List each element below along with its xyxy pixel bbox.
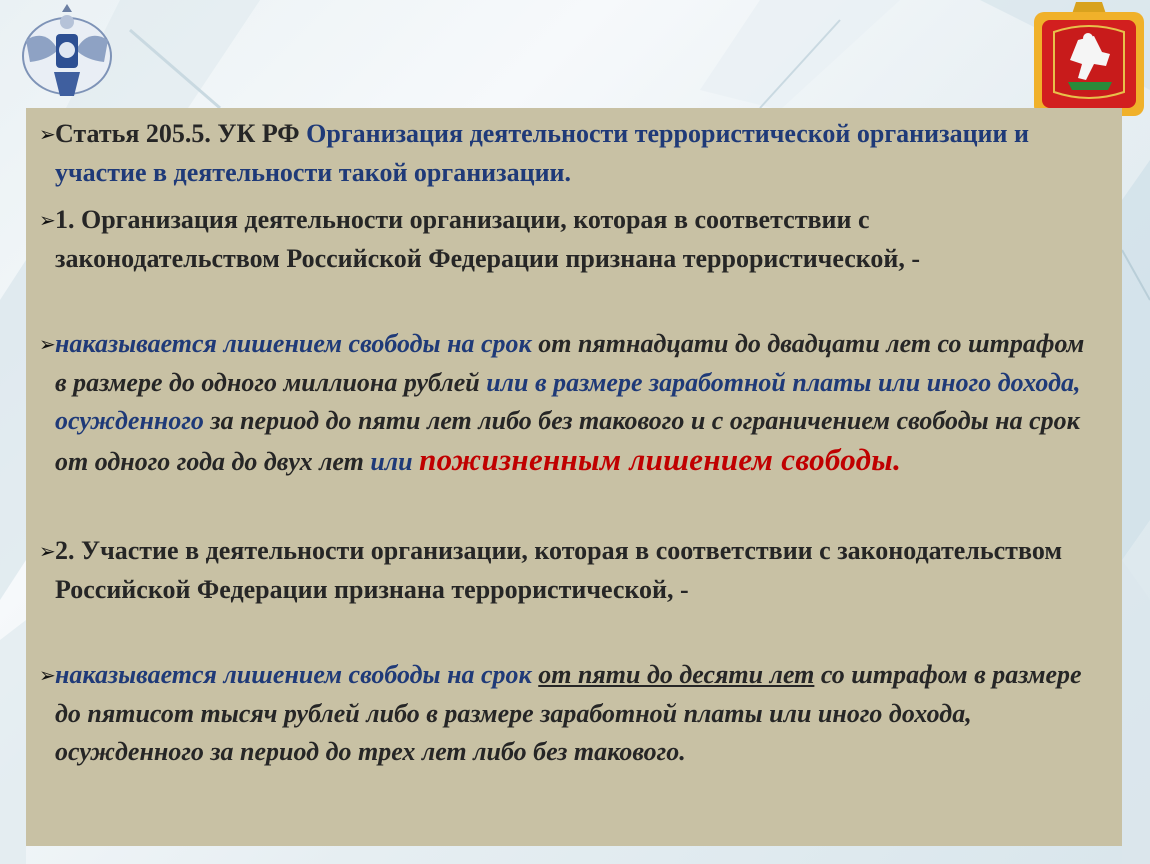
arrow-bullet-icon: ➢: [39, 122, 56, 146]
article-title: Организация деятельности террористической организации и участие в деятельности такой организации.: [55, 119, 1029, 187]
arrow-bullet-icon: ➢: [39, 208, 56, 232]
arrow-bullet-icon: ➢: [39, 663, 56, 687]
eagle-emblem-icon: [18, 0, 116, 108]
penalty-2-rest: со штрафом в размере до пятисот тысяч рублей либо в размере заработной платы или иного дохода, осужденного за период до трех лет либо без такового.: [55, 660, 1082, 766]
arrow-bullet-icon: ➢: [39, 332, 56, 356]
penalty-1-life: пожизненным лишением свободы.: [419, 441, 902, 477]
article-number: Статья 205.5. УК РФ: [55, 119, 300, 148]
penalty-2-term: от пяти до десяти лет: [538, 660, 815, 689]
penalty-1-term: от пятнадцати до двадцати лет со штрафом в размере до одного миллиона рублей: [55, 329, 1085, 397]
penalty-1-intro: наказывается лишением свободы на срок: [55, 329, 532, 358]
part-2-text: 2. Участие в деятельности организации, которая в соответствии с законодательством Российской Федерации признана террористической, -: [55, 536, 1063, 604]
paragraph-penalty-1: [39, 325, 1085, 481]
paragraph-penalty-2: [39, 656, 1085, 772]
paragraph-part-1: [39, 201, 1085, 278]
penalty-2-intro: наказывается лишением свободы на срок: [55, 660, 532, 689]
penalty-1-alt: или в размере заработной платы или иного дохода, осужденного: [55, 367, 1081, 435]
paragraph-part-2: [39, 532, 1085, 609]
part-1-text: 1. Организация деятельности организации, которая в соответствии с законодательством Российской Федерации признана террористической, -: [55, 205, 921, 273]
arrow-bullet-icon: ➢: [39, 539, 56, 563]
moscow-region-coat-of-arms-icon: [1030, 0, 1148, 118]
paragraph-article-title: [39, 115, 1085, 192]
penalty-1-period: за период до пяти лет либо без такового и с ограничением свободы на срок от одного года до двух лет: [55, 406, 1080, 476]
penalty-1-or: или: [370, 446, 413, 476]
